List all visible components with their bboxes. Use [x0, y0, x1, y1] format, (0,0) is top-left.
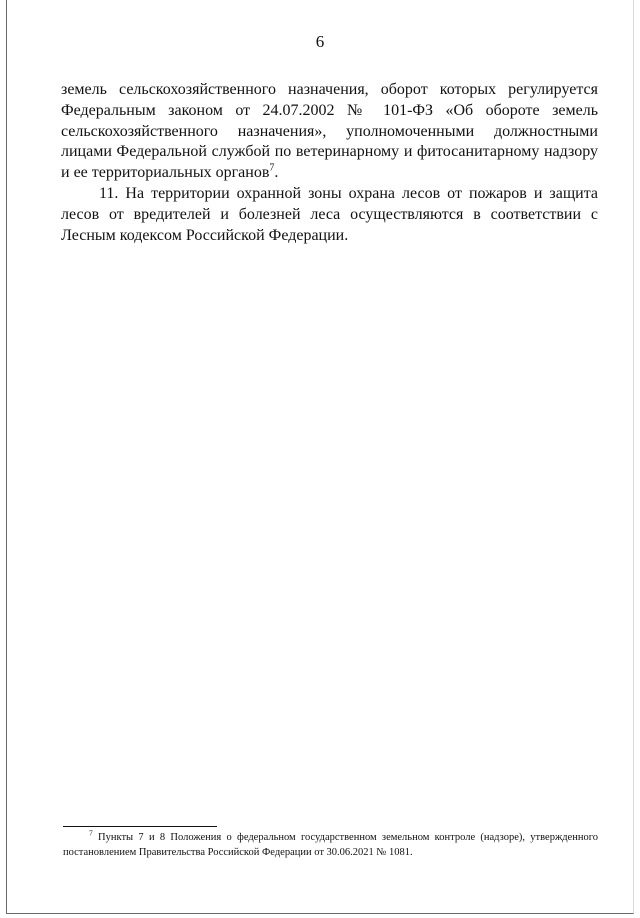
body-text — [61, 80, 598, 246]
footnote-text-block — [63, 828, 598, 860]
continuation-paragraph — [61, 80, 598, 184]
footnote-marker: 7 — [89, 828, 93, 838]
footnote-divider — [63, 826, 217, 827]
footnote-text: Пункты 7 и 8 Положения о федеральном государственном земельном контроле (надзоре), утвержденного постановлением Правительства Российской Федерации от 30.06.2021 № 1081. — [63, 832, 598, 858]
paragraph-11: 11. На территории охранной зоны охрана лесов от пожаров и защита лесов от вредителей и болезней леса осуществляются в соответствии с Лесным кодексом Российской Федерации. — [61, 184, 598, 244]
continuation-text: земель сельскохозяйственного назначения, оборот которых регулируется Федеральным законом от 24.07.2002 № 101-ФЗ «Об обороте земель сельскохозяйственного назначения», уполномоченными должностными лицами Федеральной службой по ветеринарному и фитосанитарному надзору и ее территориальных органов — [61, 81, 598, 182]
footnote — [63, 828, 598, 860]
continuation-end: . — [274, 164, 279, 182]
footnote-reference: 7 — [269, 162, 275, 174]
page-number: 6 — [315, 32, 325, 51]
